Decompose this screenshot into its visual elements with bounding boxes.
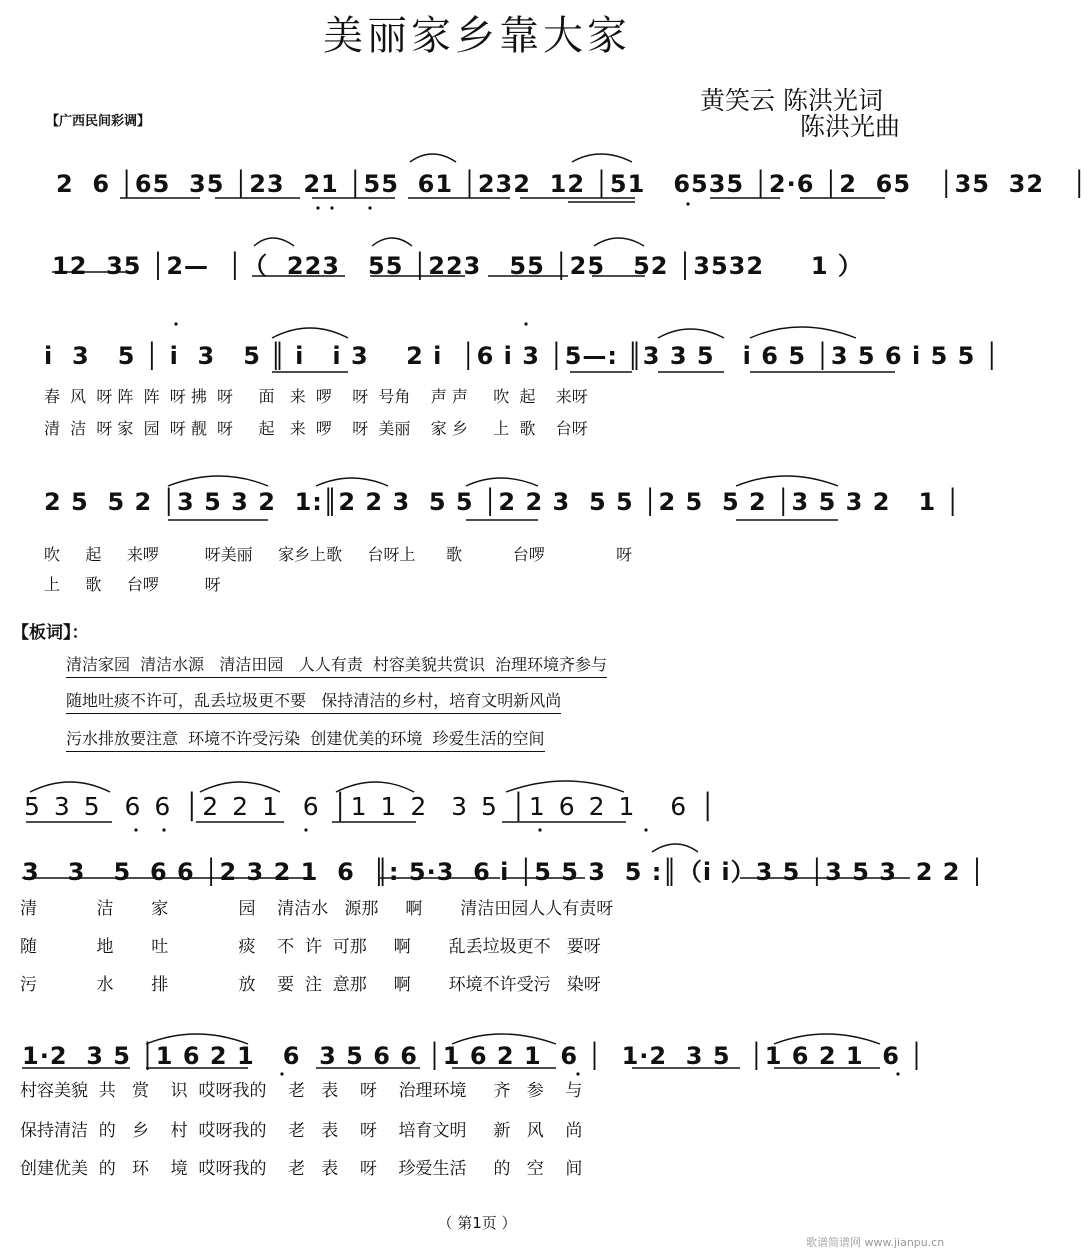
song-title: 美丽家乡靠大家 [323, 13, 631, 59]
intro-notes-line-2: 12 35 │2— │（ 223 55 │223 55 │25 52 │3532 1 ） [52, 252, 863, 280]
section4-lyric-3: 创建优美 的 环 境 哎呀我的 老 表 呀 珍爱生活 的 空 间 [20, 1159, 583, 1179]
intro-notes-line-1: 2 6 │65 35 │23 21 │55 61 │232 12 │51 6535 │2·6 │2 65 │35 32 │ [56, 170, 1088, 198]
section4-notes: 1·2 3 5 │1 6 2 1 6 3 5 6 6 │1 6 2 1 6 │ 1·2 3 5 │1 6 2 1 6 │ [22, 1042, 925, 1070]
verse2-lyric-2: 上 歌 台啰 呀 [44, 575, 221, 594]
composer-credit: 陈洪光曲 [800, 112, 901, 141]
watermark: 歌谱简谱网 www.jianpu.cn [806, 1236, 945, 1249]
section4-lyric-1: 村容美貌 共 赏 识 哎呀我的 老 表 呀 治理环境 齐 参 与 [20, 1081, 583, 1101]
section3-notes-lower: 3 3 5 6 6 │2 3 2 1 6 ║: 5·3 6 i │5 5 3 5 :║（i i）3 5 │3 5 3 2 2 │ [22, 858, 986, 886]
section3-lyric-1: 清 洁 家 园 清洁水 源那 啊 清洁田园人人有责呀 [20, 899, 614, 919]
banci-line-3: 污水排放要注意 环境不许受污染 创建优美的环境 珍爱生活的空间 [66, 726, 545, 752]
banci-label: 【板词】： [12, 623, 89, 643]
section3-notes-upper: 5 3 5 6 6 │2 2 1 6 │1 1 2 3 5 │1 6 2 1 6 │ [24, 792, 719, 821]
verse1-lyric-2: 清 洁 呀 家 园 呀 靓 呀 起 来 啰 呀 美丽 家 乡 上 歌 台呀 [44, 419, 588, 438]
verse1-notes: i 3 5 │ i 3 5 ║ i i 3 2 i │6 i 3 │5—: ║3 3 5 i 6 5 │3 5 6 i 5 5 │ [44, 342, 1001, 370]
verse2-lyric-1: 吹 起 来啰 呀美丽 家乡上歌 台呀上 歌 台啰 呀 [44, 545, 633, 564]
lyricist-credit: 黄笑云 陈洪光词 [700, 86, 883, 115]
section3-lyric-3: 污 水 排 放 要 注 意那 啊 环境不许受污 染呀 [20, 975, 601, 995]
verse1-lyric-1: 春 风 呀 阵 阵 呀 拂 呀 面 来 啰 呀 号角 声 声 吹 起 来呀 [44, 387, 588, 406]
page-footer: （ 第1页 ） [437, 1214, 517, 1232]
banci-line-2: 随地吐痰不许可，乱丢垃圾更不要 保持清洁的乡村，培育文明新风尚 [66, 688, 561, 714]
banci-line-1: 清洁家园 清洁水源 清洁田园 人人有责 村容美貌共赏识 治理环境齐参与 [66, 652, 607, 678]
section4-lyric-2: 保持清洁 的 乡 村 哎呀我的 老 表 呀 培育文明 新 风 尚 [20, 1121, 583, 1141]
section3-lyric-2: 随 地 吐 痰 不 许 可那 啊 乱丢垃圾更不 要呀 [20, 937, 601, 957]
verse2-notes: 2 5 5 2 │3 5 3 2 1:║2 2 3 5 5 │2 2 3 5 5 │2 5 5 2 │3 5 3 2 1 │ [44, 488, 961, 516]
genre-label: 【广西民间彩调】 [46, 114, 151, 129]
